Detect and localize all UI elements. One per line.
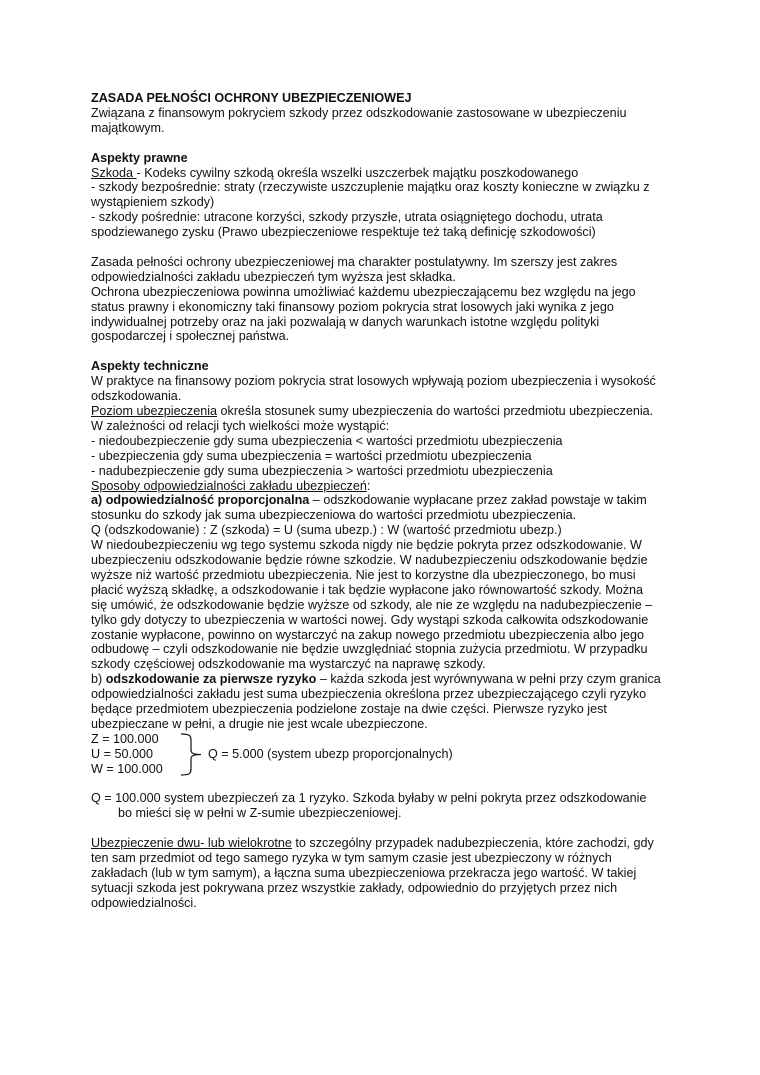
intro-line: Związana z finansowym pokryciem szkody przez odszkodowanie zastosowane w ubezpieczeniu — [91, 105, 627, 120]
multi-insurance-term: Ubezpieczenie dwu- lub wielokrotne — [91, 836, 292, 851]
option-a-rest: – odszkodowanie wypłacane przez zakład powstaje w takim — [309, 493, 647, 508]
example-value: Z = 100.000 — [91, 731, 159, 746]
sposoby-rest: : — [366, 478, 371, 493]
text-line: W zależności od relacji tych wielkości może wystąpić: — [91, 418, 390, 433]
text-line: zakładach (lub w tym samym), a łączna suma ubezpieczeniowa przekracza jego wartość. W takiej — [91, 866, 637, 880]
text-line: wyższe niż wartość przedmiotu ubezpieczenia. Nie jest to korzystne dla ubezpieczonego, bo musi — [91, 567, 636, 582]
document-title: ZASADA PEŁNOŚCI OCHRONY UBEZPIECZENIOWEJ — [91, 91, 412, 105]
text-line: odszkodowania. — [91, 389, 182, 404]
text-line: - szkody bezpośrednie: straty (rzeczywiste uszczuplenie majątku oraz koszty konieczne w związku z — [91, 180, 650, 195]
example-brace-block — [91, 732, 681, 777]
intro-line: majątkowym. — [91, 120, 165, 135]
formula-line: Q (odszkodowanie) : Z (szkoda) = U (suma ubezp.) : W (wartość przedmiotu ubezp.) — [91, 523, 562, 538]
option-b-rest: – każda szkoda jest wyrównywana w pełni przy czym granica — [316, 672, 661, 687]
text-line: odbudowę – czyli odszkodowanie nie będzie uwzględniać stopnia zużycia przedmiotu. W przypadku — [91, 642, 648, 657]
text-line: będące przedmiotem ubezpieczenia podzielone zostaje na dwie części. Pierwsze ryzyko jest — [91, 702, 607, 717]
text-line: W praktyce na finansowy poziom pokrycia strat losowych wpływają poziom ubezpieczenia i wysokość — [91, 374, 656, 389]
text-line: bo mieści się w pełni w Z-sumie ubezpieczeniowej. — [118, 806, 402, 821]
option-a-title: a) odpowiedzialność proporcjonalna — [91, 493, 310, 508]
text-line: ubezpieczeniu odszkodowanie będzie równe szkodzie. W nadubezpieczeniu odszkodowanie będzie — [91, 553, 648, 568]
text-line: płacić wyższą składkę, a odszkodowanie i tak będzie wypłacone jako równowartość szkody. Można — [91, 582, 644, 597]
text-line: - nadubezpieczenie gdy suma ubezpieczenia > wartości przedmiotu ubezpieczenia — [91, 463, 553, 478]
szkoda-rest: - Kodeks cywilny szkodą określa wszelki uszczerbek majątku poszkodowanego — [136, 165, 579, 180]
text-line: - ubezpieczenia gdy suma ubezpieczenia = wartości przedmiotu ubezpieczenia — [91, 448, 532, 463]
text-line: Zasada pełności ochrony ubezpieczeniowej ma charakter postulatywny. Im szerszy jest zakres — [91, 254, 618, 269]
poziom-term: Poziom ubezpieczenia — [91, 403, 218, 418]
text-line: - niedoubezpieczenie gdy suma ubezpieczenia < wartości przedmiotu ubezpieczenia — [91, 433, 563, 448]
example-value: W = 100.000 — [91, 761, 163, 776]
text-line: spodziewanego zysku (Prawo ubezpieczeniowe respektuje też taką definicję szkodowości) — [91, 225, 596, 240]
example-value: U = 50.000 — [91, 746, 153, 761]
document-page — [91, 91, 681, 911]
text-line: Ochrona ubezpieczeniowa powinna umożliwiać każdemu ubezpieczającemu bez względu na jego — [91, 284, 636, 299]
text-line: odpowiedzialności zakładu jest suma ubezpieczenia określona przez ubezpieczającego czyli ryzyko — [91, 687, 647, 702]
option-a-line — [91, 493, 681, 508]
text-line: status prawny i ekonomiczny taki finansowy poziom pokrycia strat losowych jaki wynika z jego — [91, 299, 614, 314]
text-line: tylko gdy dotyczy to ubezpieczenia w wartości nowej. Gdy wystąpi szkoda całkowita odszkodowanie — [91, 612, 649, 627]
text-line: sytuacji szkoda jest pokrywana przez wszystkie zakłady, odpowiednio do przyjętych przez nich — [91, 880, 618, 895]
text-line: szkody częściowej odszkodowanie ma wystarczyć na naprawę szkody. — [91, 657, 486, 672]
text-line: odpowiedzialności. — [91, 895, 197, 910]
curly-brace-icon — [179, 732, 205, 777]
example-result: Q = 5.000 (system ubezp proporcjonalnych) — [208, 746, 453, 761]
text-line: W niedoubezpieczeniu wg tego systemu szkoda nigdy nie będzie pokryta przez odszkodowanie. W — [91, 538, 642, 553]
option-b-title: odszkodowanie za pierwsze ryzyko — [105, 672, 317, 687]
multi-insurance-rest: to szczególny przypadek nadubezpieczenia, które zachodzi, gdy — [291, 836, 654, 851]
section-heading-legal: Aspekty prawne — [91, 150, 188, 165]
szkoda-term: Szkoda — [91, 165, 137, 180]
text-line: zostanie wypłacone, powinno on wystarczyć na zakup nowego przedmiotu ubezpieczenia albo jego — [91, 627, 645, 642]
text-line: wystąpieniem szkody) — [91, 195, 215, 210]
poziom-definition — [91, 404, 681, 419]
text-line: indywidualnej potrzeby oraz na jaki pozwalają w danych warunkach istotne względu polityki — [91, 314, 600, 329]
section-heading-technical: Aspekty techniczne — [91, 359, 209, 374]
text-line: Q = 100.000 system ubezpieczeń za 1 ryzyko. Szkoda byłaby w pełni pokryta przez odszkodowanie — [91, 791, 647, 806]
option-b-line — [91, 672, 681, 687]
multi-insurance-line — [91, 836, 681, 851]
sposoby-heading — [91, 479, 681, 494]
text-line: ubezpieczane w pełni, a drugie nie jest wcale ubezpieczone. — [91, 717, 428, 732]
text-line: ten sam przedmiot od tego samego ryzyka w tym samym czasie jest ubezpieczony w różnych — [91, 851, 612, 866]
szkoda-definition — [91, 166, 681, 181]
text-line: stosunku do szkody jak suma ubezpieczeniowa do wartości przedmiotu ubezpieczenia. — [91, 508, 577, 523]
poziom-rest: określa stosunek sumy ubezpieczenia do wartości przedmiotu ubezpieczenia. — [217, 403, 654, 418]
sposoby-term: Sposoby odpowiedzialności zakładu ubezpieczeń — [91, 478, 367, 493]
text-line: gospodarczej i społecznej państwa. — [91, 329, 290, 344]
text-line: się umówić, że odszkodowanie będzie wyższe od szkody, ale nie ze względu na nadubezpieczenie – — [91, 597, 653, 612]
text-line: - szkody pośrednie: utracone korzyści, szkody przyszłe, utrata osiągniętego dochodu, utrata — [91, 210, 603, 225]
option-b-label: b) — [91, 672, 106, 687]
text-line: odpowiedzialności zakładu ubezpieczeń tym wyższa jest składka. — [91, 269, 456, 284]
